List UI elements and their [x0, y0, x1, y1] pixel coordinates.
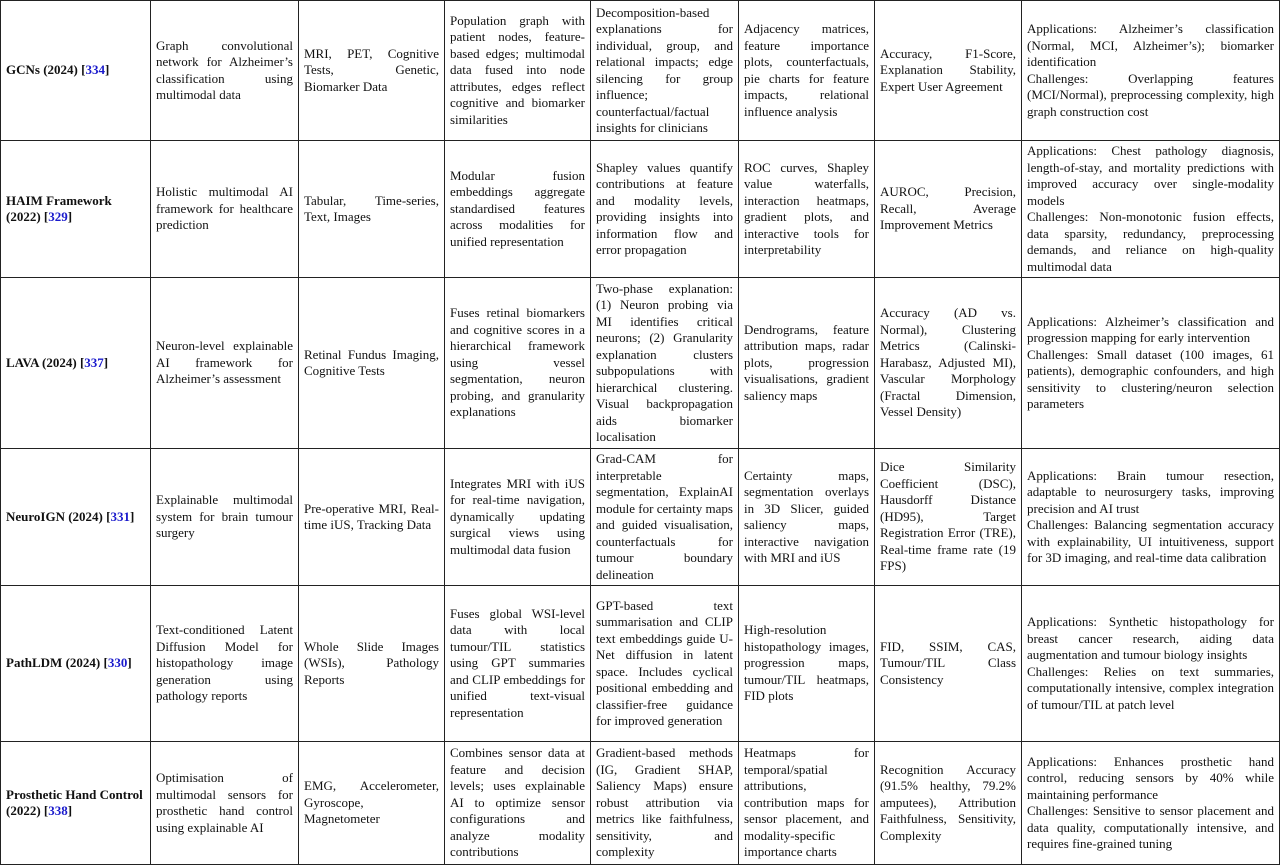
- citation-link[interactable]: 331: [110, 508, 130, 524]
- table-row: [1, 586, 1280, 742]
- metrics-cell: Accuracy (AD vs. Normal), Clustering Metrics (Calinski-Harabasz, Adjusted MI), Vascular Morphology (Fractal Dimension, Vessel Density): [875, 278, 1022, 449]
- model-name: PathLDM (2024): [6, 655, 101, 671]
- applications-challenges-cell: [1022, 586, 1280, 742]
- model-name-cell: HAIM Framework (2022) [329]: [1, 141, 151, 278]
- challenges-text: Challenges: Sensitive to sensor placement and data quality, computationally intensive, and requires fine-grained tuning: [1027, 803, 1274, 851]
- table-row: [1, 449, 1280, 586]
- metrics-cell: AUROC, Precision, Recall, Average Improvement Metrics: [875, 141, 1022, 278]
- model-name-cell: Prosthetic Hand Control (2022) [338]: [1, 742, 151, 865]
- applications-text: Applications: Brain tumour resection, adaptable to neurosurgery tasks, improving precision and AI trust: [1027, 467, 1274, 516]
- description-cell: Holistic multimodal AI framework for healthcare prediction: [151, 141, 299, 278]
- modalities-cell: Whole Slide Images (WSIs), Pathology Reports: [299, 586, 445, 742]
- explanation-cell: Gradient-based methods (IG, Gradient SHAP, Saliency Maps) ensure robust attribution via metrics like faithfulness, sensitivity, and complexity: [591, 742, 739, 865]
- model-name: NeuroIGN (2024): [6, 508, 103, 524]
- description-cell: Text-conditioned Latent Diffusion Model for histopathology image generation using pathology reports: [151, 586, 299, 742]
- table-row: [1, 1, 1280, 141]
- fusion-cell: Combines sensor data at feature and decision levels; uses explainable AI to optimize sensor configurations and analyze modality contributions: [445, 742, 591, 865]
- challenges-text: Challenges: Small dataset (100 images, 61 patients), demographic confounders, and high sensitivity to clustering/neuron selection parameters: [1027, 346, 1274, 411]
- applications-text: Applications: Enhances prosthetic hand control, reducing sensors by 40% while maintaining performance: [1027, 753, 1274, 802]
- metrics-cell: FID, SSIM, CAS, Tumour/TIL Class Consistency: [875, 586, 1022, 742]
- applications-text: Applications: Alzheimer’s classification (Normal, MCI, Alzheimer’s); biomarker identification: [1027, 21, 1274, 69]
- citation-link[interactable]: 329: [48, 209, 68, 224]
- visualisation-cell: High-resolution histopathology images, progression maps, tumour/TIL heatmaps, FID plots: [739, 586, 875, 742]
- table-row: [1, 278, 1280, 449]
- metrics-cell: Recognition Accuracy (91.5% healthy, 79.2% amputees), Attribution Faithfulness, Sensitivity, Complexity: [875, 742, 1022, 865]
- model-name-cell: PathLDM (2024) [330]: [1, 586, 151, 742]
- fusion-cell: Fuses retinal biomarkers and cognitive scores in a hierarchical framework using vessel segmentation, neuron probing, and granularity explanations: [445, 278, 591, 449]
- metrics-cell: Accuracy, F1-Score, Explanation Stability, Expert User Agreement: [875, 1, 1022, 141]
- description-cell: Neuron-level explainable AI framework for Alzheimer’s assessment: [151, 278, 299, 449]
- metrics-cell: Dice Similarity Coefficient (DSC), Hausdorff Distance (HD95), Target Registration Error (TRE), Real-time frame rate (19 FPS): [875, 449, 1022, 586]
- modalities-cell: Retinal Fundus Imaging, Cognitive Tests: [299, 278, 445, 449]
- challenges-text: Challenges: Non-monotonic fusion effects, data sparsity, redundancy, preprocessing demands, and reliance on high-quality multimodal data: [1027, 209, 1274, 274]
- model-name-cell: NeuroIGN (2024) [331]: [1, 449, 151, 586]
- applications-text: Applications: Chest pathology diagnosis, length-of-stay, and mortality predictions with improved accuracy over single-modality models: [1027, 143, 1274, 208]
- modalities-cell: MRI, PET, Cognitive Tests, Genetic, Biomarker Data: [299, 1, 445, 141]
- applications-challenges-cell: [1022, 449, 1280, 586]
- model-name: LAVA (2024): [6, 354, 77, 370]
- explanation-cell: Grad-CAM for interpretable segmentation, ExplainAI module for certainty maps and guided visualisation, counterfactuals for tumour boundary delineation: [591, 449, 739, 586]
- challenges-text: Challenges: Overlapping features (MCI/Normal), preprocessing complexity, high graph construction cost: [1027, 70, 1274, 119]
- fusion-cell: Integrates MRI with iUS for real-time navigation, dynamically updating surgical views using multimodal data fusion: [445, 449, 591, 586]
- applications-text: Applications: Alzheimer’s classification and progression mapping for early intervention: [1027, 313, 1274, 345]
- applications-challenges-cell: [1022, 278, 1280, 449]
- modalities-cell: EMG, Accelerometer, Gyroscope, Magnetometer: [299, 742, 445, 865]
- explanation-cell: Two-phase explanation: (1) Neuron probing via MI identifies critical neurons; (2) Granularity explanation clusters subpopulations with hierarchical clustering. Visual backpropagation aids biomarker localisation: [591, 278, 739, 449]
- model-name: HAIM Framework (2022): [6, 192, 112, 224]
- visualisation-cell: Certainty maps, segmentation overlays in 3D Slicer, guided saliency maps, interactive navigation with MRI and iUS: [739, 449, 875, 586]
- challenges-text: Challenges: Balancing segmentation accuracy with explainability, UI intuitiveness, support for 3D imaging, and real-time data calibration: [1027, 517, 1274, 565]
- explanation-cell: GPT-based text summarisation and CLIP text embeddings guide U-Net diffusion in latent space. Includes cyclical positional embedding and classifier-free guidance for improved generation: [591, 586, 739, 742]
- applications-challenges-cell: [1022, 742, 1280, 865]
- table-row: [1, 742, 1280, 865]
- model-name-cell: GCNs (2024) [334]: [1, 1, 151, 141]
- citation-link[interactable]: 330: [107, 655, 128, 671]
- model-name-cell: LAVA (2024) [337]: [1, 278, 151, 449]
- visualisation-cell: Heatmaps for temporal/spatial attributions, contribution maps for sensor placement, and modality-specific importance charts: [739, 742, 875, 865]
- description-cell: Graph convolutional network for Alzheimer’s classification using multimodal data: [151, 1, 299, 141]
- modalities-cell: Pre-operative MRI, Real-time iUS, Tracking Data: [299, 449, 445, 586]
- description-cell: Optimisation of multimodal sensors for prosthetic hand control using explainable AI: [151, 742, 299, 865]
- applications-challenges-cell: [1022, 141, 1280, 278]
- modalities-cell: Tabular, Time-series, Text, Images: [299, 141, 445, 278]
- fusion-cell: Modular fusion embeddings aggregate standardised features across modalities for unified representation: [445, 141, 591, 278]
- citation-link[interactable]: 334: [85, 62, 105, 78]
- applications-challenges-cell: [1022, 1, 1280, 141]
- citation-link[interactable]: 338: [48, 803, 68, 818]
- explanation-cell: Decomposition-based explanations for individual, group, and relational impacts; edge silencing for group influence; counterfactual/factual insights for clinicians: [591, 1, 739, 141]
- description-cell: Explainable multimodal system for brain tumour surgery: [151, 449, 299, 586]
- table-body: [1, 1, 1280, 865]
- citation-link[interactable]: 337: [84, 354, 104, 370]
- challenges-text: Challenges: Relies on text summaries, computationally intensive, complex integration of tumour/TIL at patch level: [1027, 663, 1274, 712]
- fusion-cell: Fuses global WSI-level data with local tumour/TIL statistics using GPT summaries and CLIP embeddings for unified text-visual representation: [445, 586, 591, 742]
- fusion-cell: Population graph with patient nodes, feature-based edges; multimodal data fused into node attributes, edges reflect cognitive and biomarker similarities: [445, 1, 591, 141]
- applications-text: Applications: Synthetic histopathology for breast cancer research, aiding data augmentation and tumour biology insights: [1027, 614, 1274, 662]
- visualisation-cell: Dendrograms, feature attribution maps, radar plots, progression visualisations, gradient saliency maps: [739, 278, 875, 449]
- visualisation-cell: Adjacency matrices, feature importance plots, counterfactuals, pie charts for feature impacts, relational influence analysis: [739, 1, 875, 141]
- table-row: [1, 141, 1280, 278]
- explanation-cell: Shapley values quantify contributions at feature and modality levels, providing insights into information flow and error propagation: [591, 141, 739, 278]
- model-name: GCNs (2024): [6, 62, 78, 78]
- model-name: Prosthetic Hand Control (2022): [6, 786, 143, 818]
- visualisation-cell: ROC curves, Shapley value waterfalls, interaction heatmaps, gradient plots, and interactive tools for interpretability: [739, 141, 875, 278]
